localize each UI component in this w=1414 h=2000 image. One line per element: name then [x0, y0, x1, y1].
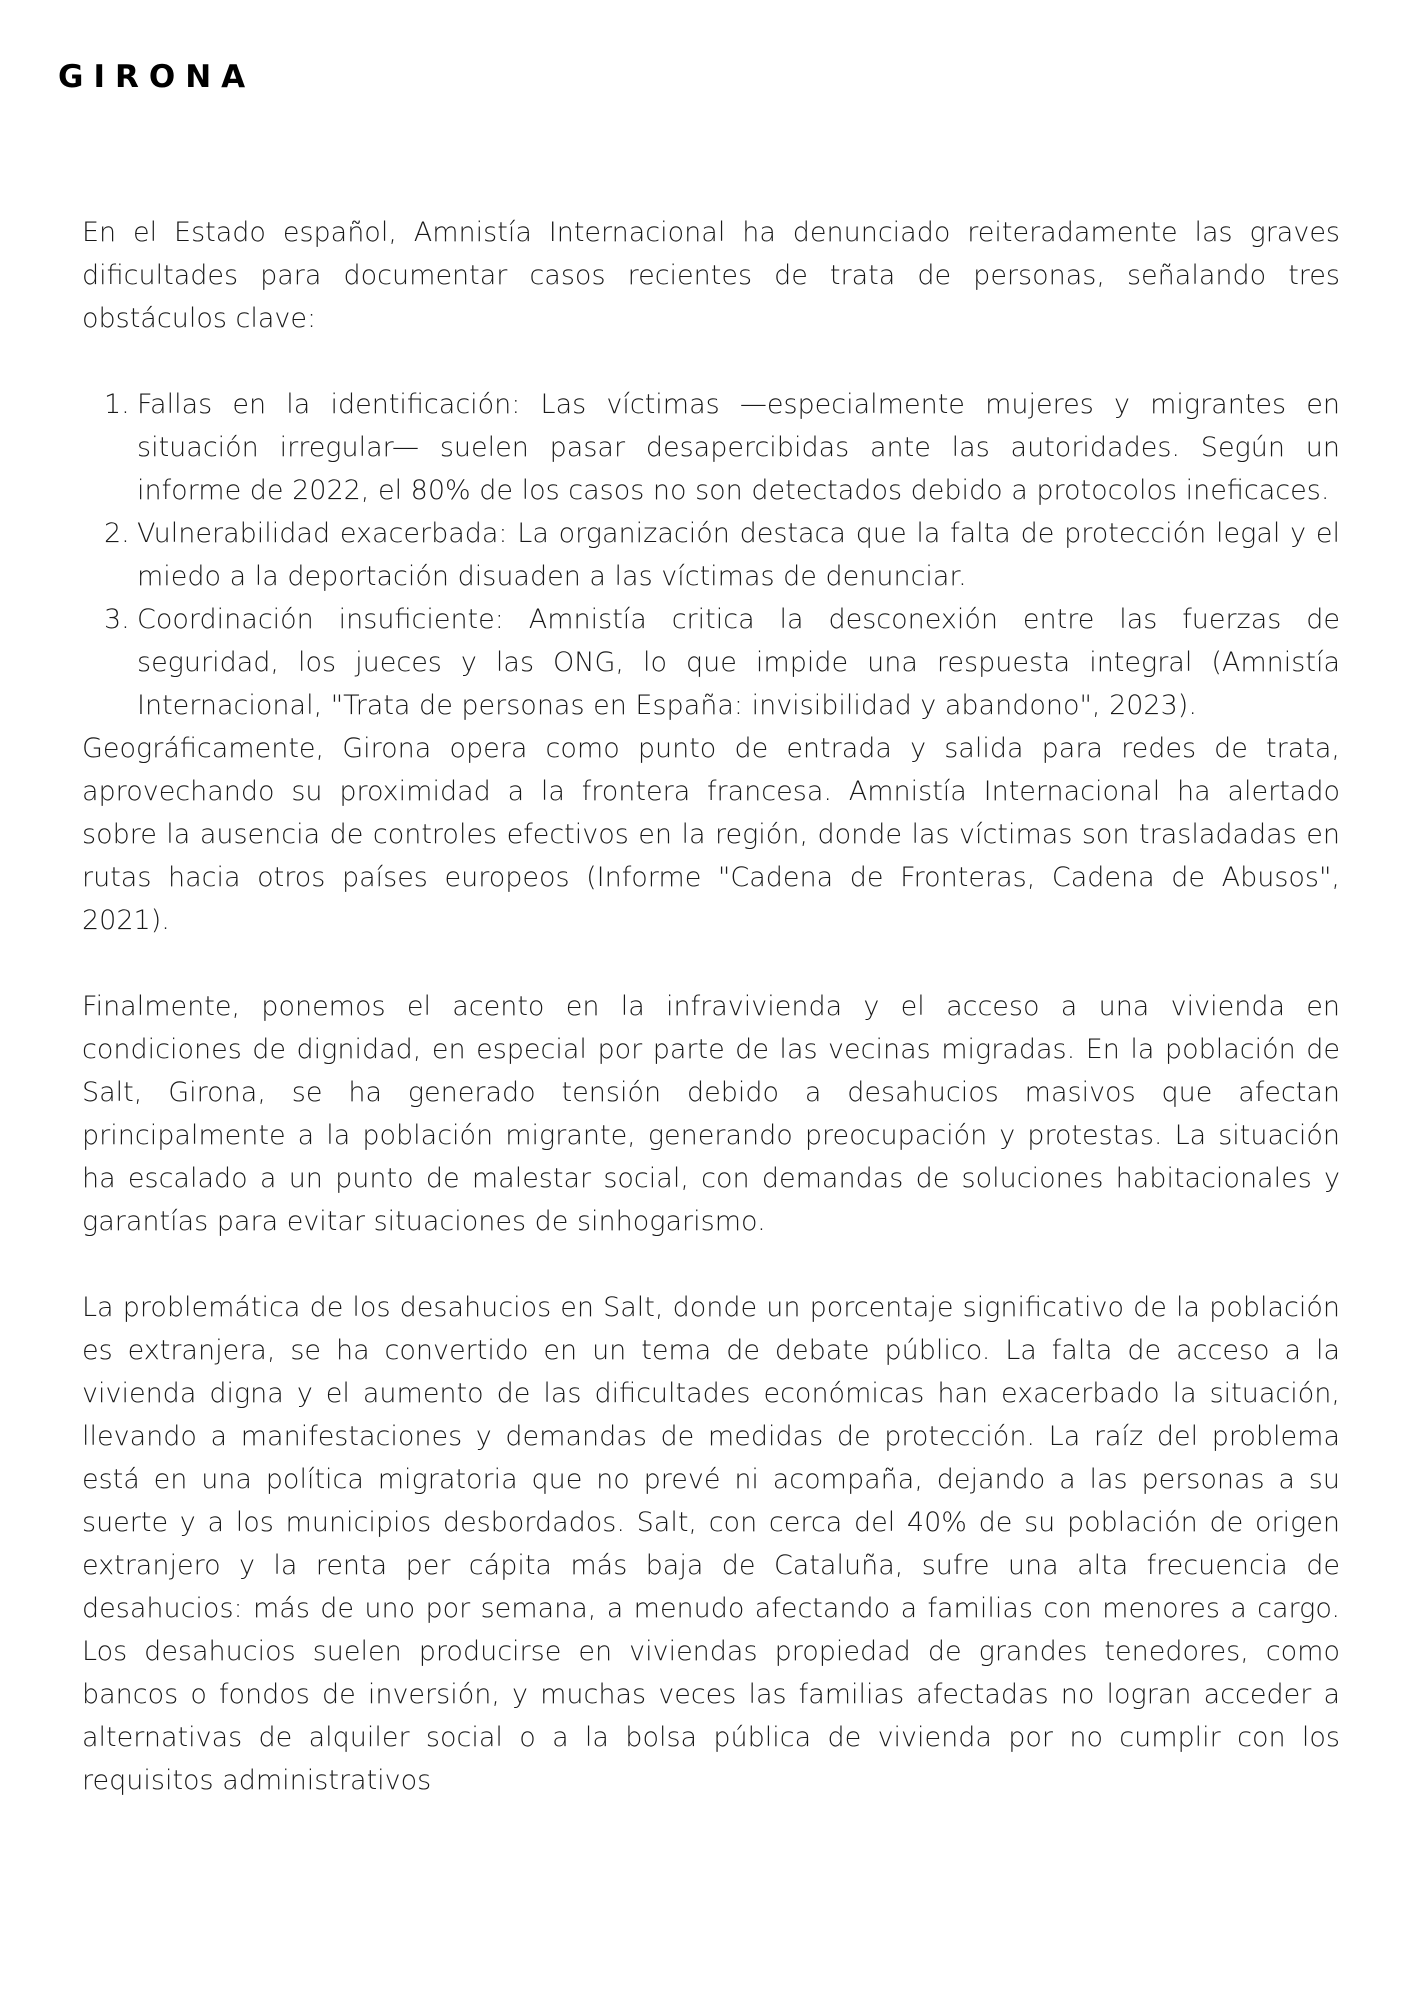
list-item-text: Fallas en la identificación: Las víctimas —especialmente mujeres y migrantes en situación irregular— suelen pasar desapercibidas ante las autoridades. Según un informe de 2022, el 80% de los casos no son detectados debido a protocolos ineficaces. [137, 389, 1340, 506]
list-number: 3. [104, 604, 130, 635]
list-number: 1. [104, 389, 130, 420]
document-body [82, 211, 1340, 1802]
list-item-text: Coordinación insuficiente: Amnistía critica la desconexión entre las fuerzas de seguridad, los jueces y las ONG, lo que impide una respuesta integral (Amnistía Internacional, "Trata de personas en España: invisibilidad y abandono", 2023). [137, 604, 1340, 721]
geography-paragraph: Geográficamente, Girona opera como punto de entrada y salida para redes de trata, aprovechando su proximidad a la frontera francesa. Amnistía Internacional ha alertado sobre la ausencia de controles efectivos en la región, donde las víctimas son trasladadas en rutas hacia otros países europeos (Informe "Cadena de Fronteras, Cadena de Abusos", 2021). [82, 733, 1340, 936]
list-item [82, 598, 1340, 727]
paragraph-spacer [82, 1243, 1340, 1286]
obstacles-list [82, 383, 1340, 727]
list-item [82, 383, 1340, 512]
list-item-text: Vulnerabilidad exacerbada: La organización destaca que la falta de protección legal y el miedo a la deportación disuaden a las víctimas de denunciar. [137, 518, 1340, 592]
paragraph-spacer [82, 942, 1340, 985]
salt-paragraph: La problemática de los desahucios en Salt, donde un porcentaje significativo de la población es extranjera, se ha convertido en un tema de debate público. La falta de acceso a la vivienda digna y el aumento de las dificultades económicas han exacerbado la situación, llevando a manifestaciones y demandas de medidas de protección. La raíz del problema está en una política migratoria que no prevé ni acompaña, dejando a las personas a su suerte y a los municipios desbordados. Salt, con cerca del 40% de su población de origen extranjero y la renta per cápita más baja de Cataluña, sufre una alta frecuencia de desahucios: más de uno por semana, a menudo afectando a familias con menores a cargo. Los desahucios suelen producirse en viviendas propiedad de grandes tenedores, como bancos o fondos de inversión, y muchas veces las familias afectadas no logran acceder a alternativas de alquiler social o a la bolsa pública de vivienda por no cumplir con los requisitos administrativos [82, 1292, 1340, 1796]
list-number: 2. [104, 518, 130, 549]
intro-paragraph: En el Estado español, Amnistía Internacional ha denunciado reiteradamente las graves dificultades para documentar casos recientes de trata de personas, señalando tres obstáculos clave: [82, 217, 1340, 334]
list-item [82, 512, 1340, 598]
page-heading: GIRONA [58, 59, 256, 95]
housing-paragraph: Finalmente, ponemos el acento en la infravivienda y el acceso a una vivienda en condiciones de dignidad, en especial por parte de las vecinas migradas. En la población de Salt, Girona, se ha generado tensión debido a desahucios masivos que afectan principalmente a la población migrante, generando preocupación y protestas. La situación ha escalado a un punto de malestar social, con demandas de soluciones habitacionales y garantías para evitar situaciones de sinhogarismo. [82, 991, 1340, 1237]
